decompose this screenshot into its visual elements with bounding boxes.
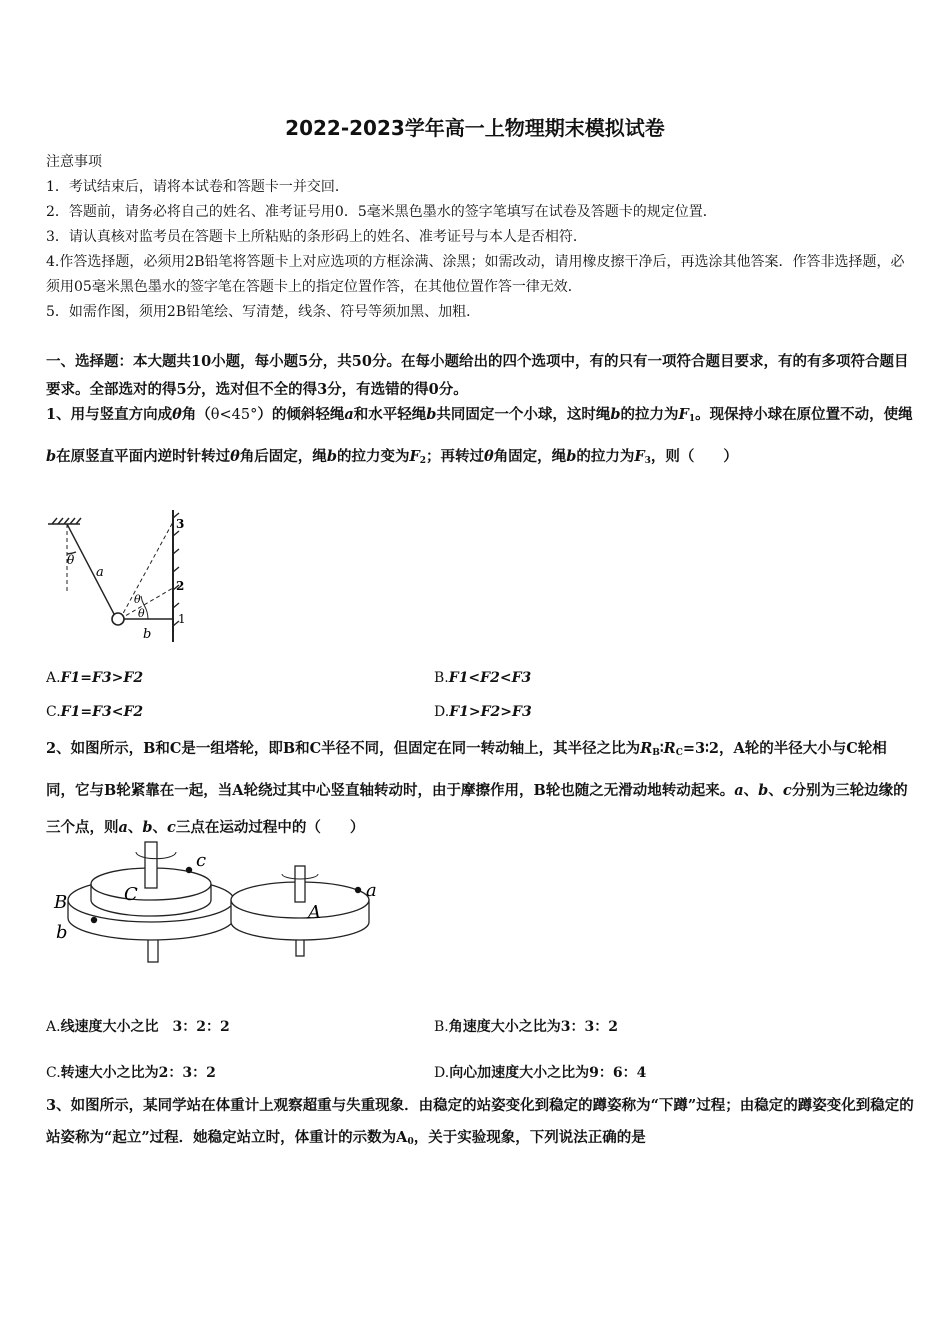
q2-var-a: a xyxy=(734,782,744,799)
q1-option-b[interactable] xyxy=(434,670,531,686)
point-c xyxy=(186,867,192,873)
q2-var-c: c xyxy=(782,782,792,799)
option-letter: B. xyxy=(434,670,449,686)
q1-text: 角后固定，绳 xyxy=(239,448,327,465)
q2-text: 三点在运动过程中的（ ） xyxy=(175,819,365,836)
q1-var-b: b xyxy=(566,448,577,465)
notice-heading: 注意事项 xyxy=(46,154,102,170)
fig-label-3: 3 xyxy=(176,517,185,531)
question-2-stem xyxy=(46,730,914,846)
q1-option-d[interactable] xyxy=(434,704,532,720)
option-letter: C. xyxy=(46,1065,61,1081)
q1-sub: 1 xyxy=(688,414,696,424)
q1-condition: θ<45° xyxy=(210,407,258,423)
option-expr: F1=F3>F2 xyxy=(60,670,144,686)
option-letter: B. xyxy=(434,1019,449,1035)
option-expr: F1<F2<F3 xyxy=(448,670,532,686)
q2-text: 分别为三轮边缘的三个点，则 xyxy=(46,782,908,836)
q2-sub: B xyxy=(652,748,660,758)
q1-sub: 3 xyxy=(644,456,651,466)
q1-theta: θ xyxy=(172,406,182,423)
q1-text: 在原竖直平面内逆时针转过 xyxy=(56,448,231,465)
option-letter: D. xyxy=(434,1065,450,1081)
q2-ratio: =3∶2 xyxy=(682,740,719,757)
q1-theta: θ xyxy=(230,448,240,465)
notice-item: 2．答题前，请务必将自己的姓名、准考证号用0．5毫米黑色墨水的签字笔填写在试卷及答题卡的规定位置． xyxy=(46,204,717,220)
q1-var-b: b xyxy=(426,406,437,423)
question-3-stem xyxy=(46,1090,914,1158)
fig-label-b: b xyxy=(143,627,152,642)
q2-sub: C xyxy=(675,748,683,758)
option-letter: A. xyxy=(46,670,61,686)
shaft-BC xyxy=(145,842,157,888)
question-1-stem xyxy=(46,396,914,480)
option-letter: C. xyxy=(46,704,61,720)
ceiling-hatch xyxy=(52,518,57,524)
q2-var-a: a xyxy=(118,819,128,836)
q2-sep: 、 xyxy=(127,819,143,836)
ceiling-hatch xyxy=(58,518,63,524)
fig-label-a: a xyxy=(366,880,377,901)
fig-label-2: 2 xyxy=(176,579,185,593)
option-text: 角速度大小之比为3：3：2 xyxy=(448,1019,618,1035)
fig-label-C: C xyxy=(124,884,138,905)
q1-text: ）的倾斜轻绳 xyxy=(257,406,345,423)
angle-arc xyxy=(141,596,144,605)
q1-var-F: F xyxy=(678,406,689,423)
point-b xyxy=(91,917,97,923)
q1-text: 1、用与竖直方向成 xyxy=(46,406,173,423)
q2-option-c[interactable] xyxy=(46,1062,216,1082)
fig-label-B: B xyxy=(54,892,68,913)
q3-text: 3、如图所示，某同学站在体重计上观察超重与失重现象．由稳定的站姿变化到稳定的蹲姿称为“下蹲”过程；由稳定的蹲姿变化到稳定的站姿称为“起立”过程．她稳定站立时，体重计的示数为A xyxy=(46,1097,914,1146)
q1-text: 和水平轻绳 xyxy=(353,406,427,423)
q1-option-a[interactable] xyxy=(46,670,143,686)
ball xyxy=(112,613,124,625)
fig-label-theta: θ xyxy=(67,553,75,567)
notice-item: 3．请认真核对监考员在答题卡上所粘贴的条形码上的姓名、准考证号与本人是否相符． xyxy=(46,229,587,245)
q1-text: 的拉力为 xyxy=(576,448,635,465)
ceiling-hatch xyxy=(70,518,75,524)
option-text: 线速度大小之比 3：2：2 xyxy=(60,1019,230,1035)
q2-figure xyxy=(46,838,406,968)
q1-figure xyxy=(40,506,200,656)
q2-var-R: R xyxy=(640,740,653,757)
q2-var-R: R xyxy=(663,740,676,757)
q1-theta: θ xyxy=(484,448,494,465)
q1-option-c[interactable] xyxy=(46,704,143,720)
q2-option-b[interactable] xyxy=(434,1016,618,1036)
q1-text: 角（ xyxy=(181,406,211,423)
q1-var-b: b xyxy=(610,406,621,423)
q3-sub: 0 xyxy=(407,1137,414,1147)
option-expr: F1=F3<F2 xyxy=(60,704,144,720)
option-letter: A. xyxy=(46,1019,61,1035)
section-intro: 一、选择题：本大题共10小题，每小题5分，共50分。在每小题给出的四个选项中，有的只有一项符合题目要求，有的有多项符合题目要求。全部选对的得5分，选对但不全的得3分，有选错的得0分。 xyxy=(46,353,909,398)
fig-label-c: c xyxy=(196,850,207,871)
q2-sep: 、 xyxy=(768,782,783,799)
page-title: 2022-2023学年高一上物理期末模拟试卷 xyxy=(285,116,665,140)
rope-a xyxy=(67,524,114,614)
ceiling-hatch xyxy=(76,518,81,524)
rope-b-position-3 xyxy=(120,522,173,619)
fig-label-theta: θ xyxy=(134,593,141,606)
notice-item: 4.作答选择题，必须用2B铅笔将答题卡上对应选项的方框涂满、涂黑；如需改动，请用橡皮擦干净后，再选涂其他答案．作答非选择题，必须用05毫米黑色墨水的签字笔在答题卡上的指定位置作答，在其他位置作答一律无效． xyxy=(46,254,905,295)
q3-text: ，关于实验现象，下列说法正确的是 xyxy=(413,1129,646,1146)
notice-item: 1．考试结束后，请将本试卷和答题卡一并交回． xyxy=(46,179,349,195)
shaft-A xyxy=(295,866,305,902)
q2-sep: 、 xyxy=(743,782,759,799)
q1-text: ；再转过 xyxy=(426,448,485,465)
q2-sep: 、 xyxy=(152,819,168,836)
q1-text: 共同固定一个小球，这时绳 xyxy=(436,406,611,423)
fig-label-b: b xyxy=(56,922,68,943)
q1-text: 。现保持小球在原位置不动，使绳 xyxy=(695,406,913,423)
q2-option-a[interactable] xyxy=(46,1016,230,1036)
q1-text: ，则（ ） xyxy=(650,448,738,465)
q1-var-a: a xyxy=(344,406,354,423)
q2-var-b: b xyxy=(758,782,769,799)
q2-var-c: c xyxy=(167,819,176,836)
q1-var-b: b xyxy=(326,448,337,465)
q1-text: 角固定，绳 xyxy=(493,448,567,465)
option-expr: F1>F2>F3 xyxy=(449,704,532,720)
q2-var-b: b xyxy=(142,819,153,836)
q2-text: ，A轮的半径大小与C轮相同，它与B轮紧靠在一起，当A轮绕过其中心竖直轴转动时，由于摩擦作用，B轮也随之无滑动地转动起来。 xyxy=(46,740,887,799)
fig-label-A: A xyxy=(308,902,321,923)
fig-label-a: a xyxy=(96,565,104,580)
notice-item: 5．如需作图，须用2B铅笔绘、写清楚，线条、符号等须加黑、加粗． xyxy=(46,304,481,320)
q2-option-d[interactable] xyxy=(434,1062,646,1082)
q1-sub: 2 xyxy=(419,456,427,466)
q2-text: 2、如图所示，B和C是一组塔轮，即B和C半径不同，但固定在同一转动轴上，其半径之比为 xyxy=(46,740,641,757)
point-a xyxy=(355,887,361,893)
q1-var-F: F xyxy=(634,448,645,465)
q1-var-F: F xyxy=(409,448,420,465)
notice-block xyxy=(46,150,916,325)
option-text: 转速大小之比为2：3：2 xyxy=(60,1065,216,1081)
q1-text: 的拉力变为 xyxy=(336,448,410,465)
option-letter: D. xyxy=(434,704,450,720)
fig-label-1: 1 xyxy=(178,612,186,626)
q1-text: 的拉力为 xyxy=(620,406,679,423)
ceiling-hatch xyxy=(64,518,69,524)
fig-label-theta: θ xyxy=(138,607,145,620)
q1-var-b: b xyxy=(46,448,57,465)
option-text: 向心加速度大小之比为9：6：4 xyxy=(449,1065,647,1081)
q2-colon: ∶ xyxy=(659,740,664,757)
